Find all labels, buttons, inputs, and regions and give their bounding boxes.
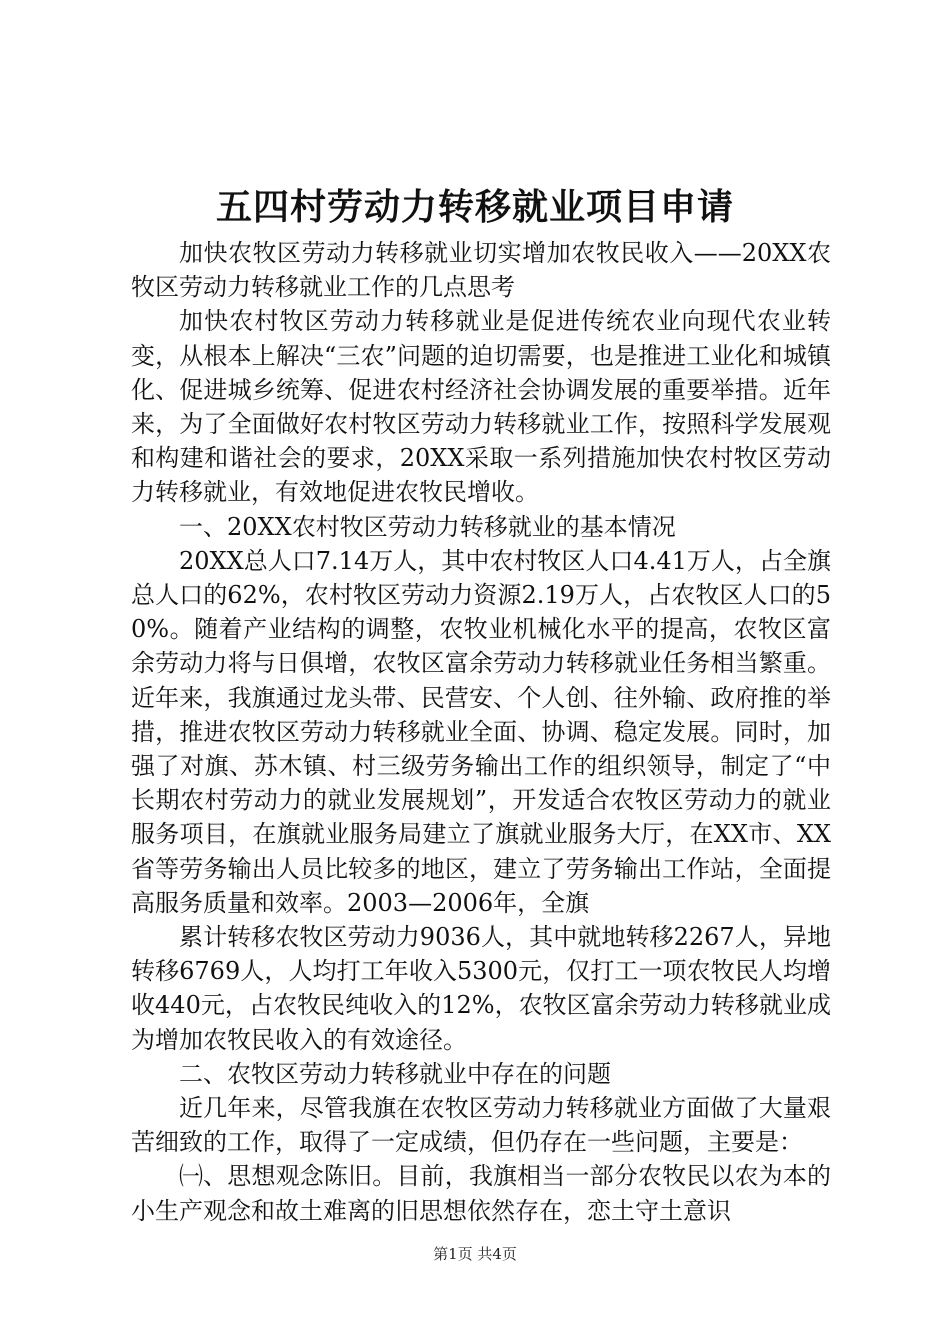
document-body [131, 236, 831, 1228]
section-heading-2: 二、农牧区劳动力转移就业中存在的问题 [179, 1059, 611, 1088]
paragraph-basic-situation: 20XX总人口7.14万人，其中农村牧区人口4.41万人，占全旗总人口的62%，农村牧区劳动力资源2.19万人，占农牧区人口的50%。随着产业结构的调整，农牧业机械化水平的提高，农牧区富余劳动力将与日俱增，农牧区富余劳动力转移就业任务相当繁重。近年来，我旗通过龙头带、民营安、个人创、往外输、政府推的举措，推进农牧区劳动力转移就业全面、协调、稳定发展。同时，加强了对旗、苏木镇、村三级劳务输出工作的组织领导，制定了“中长期农村劳动力的就业发展规划”，开发适合农牧区劳动力的就业服务项目，在旗就业服务局建立了旗就业服务大厅，在XX市、XX省等劳务输出人员比较多的地区，建立了劳务输出工作站，全面提高服务质量和效率。2003—2006年，全旗 [131, 546, 831, 917]
paragraph-problems-intro: 近几年来，尽管我旗在农牧区劳动力转移就业方面做了大量艰苦细致的工作，取得了一定成绩，但仍存在一些问题，主要是： [131, 1094, 831, 1157]
paragraph-intro: 加快农村牧区劳动力转移就业是促进传统农业向现代农业转变，从根本上解决“三农”问题的迫切需要，也是推进工业化和城镇化、促进城乡统筹、促进农村经济社会协调发展的重要举措。近年来，为了全面做好农村牧区劳动力转移就业工作，按照科学发展观和构建和谐社会的要求，20XX采取一系列措施加快农村牧区劳动力转移就业，有效地促进农牧民增收。 [131, 307, 831, 507]
document-title: 五四村劳动力转移就业项目申请 [215, 186, 734, 228]
section-heading-1: 一、20XX农村牧区劳动力转移就业的基本情况 [179, 512, 676, 541]
paragraph-problem-1: ㈠、思想观念陈旧。目前，我旗相当一部分农牧民以农为本的小生产观念和故土难离的旧思想依然存在，恋土守土意识 [131, 1162, 831, 1225]
paragraph-subtitle: 加快农牧区劳动力转移就业切实增加农牧民收入——20XX农牧区劳动力转移就业工作的几点思考 [131, 239, 831, 302]
page-footer: 第1页 共4页 [433, 1245, 517, 1263]
paragraph-transfer-stats: 累计转移农牧区劳动力9036人，其中就地转移2267人，异地转移6769人，人均打工年收入5300元，仅打工一项农牧民人均增收440元，占农牧民纯收入的12%，农牧区富余劳动力转移就业成为增加农牧民收入的有效途径。 [131, 923, 831, 1054]
